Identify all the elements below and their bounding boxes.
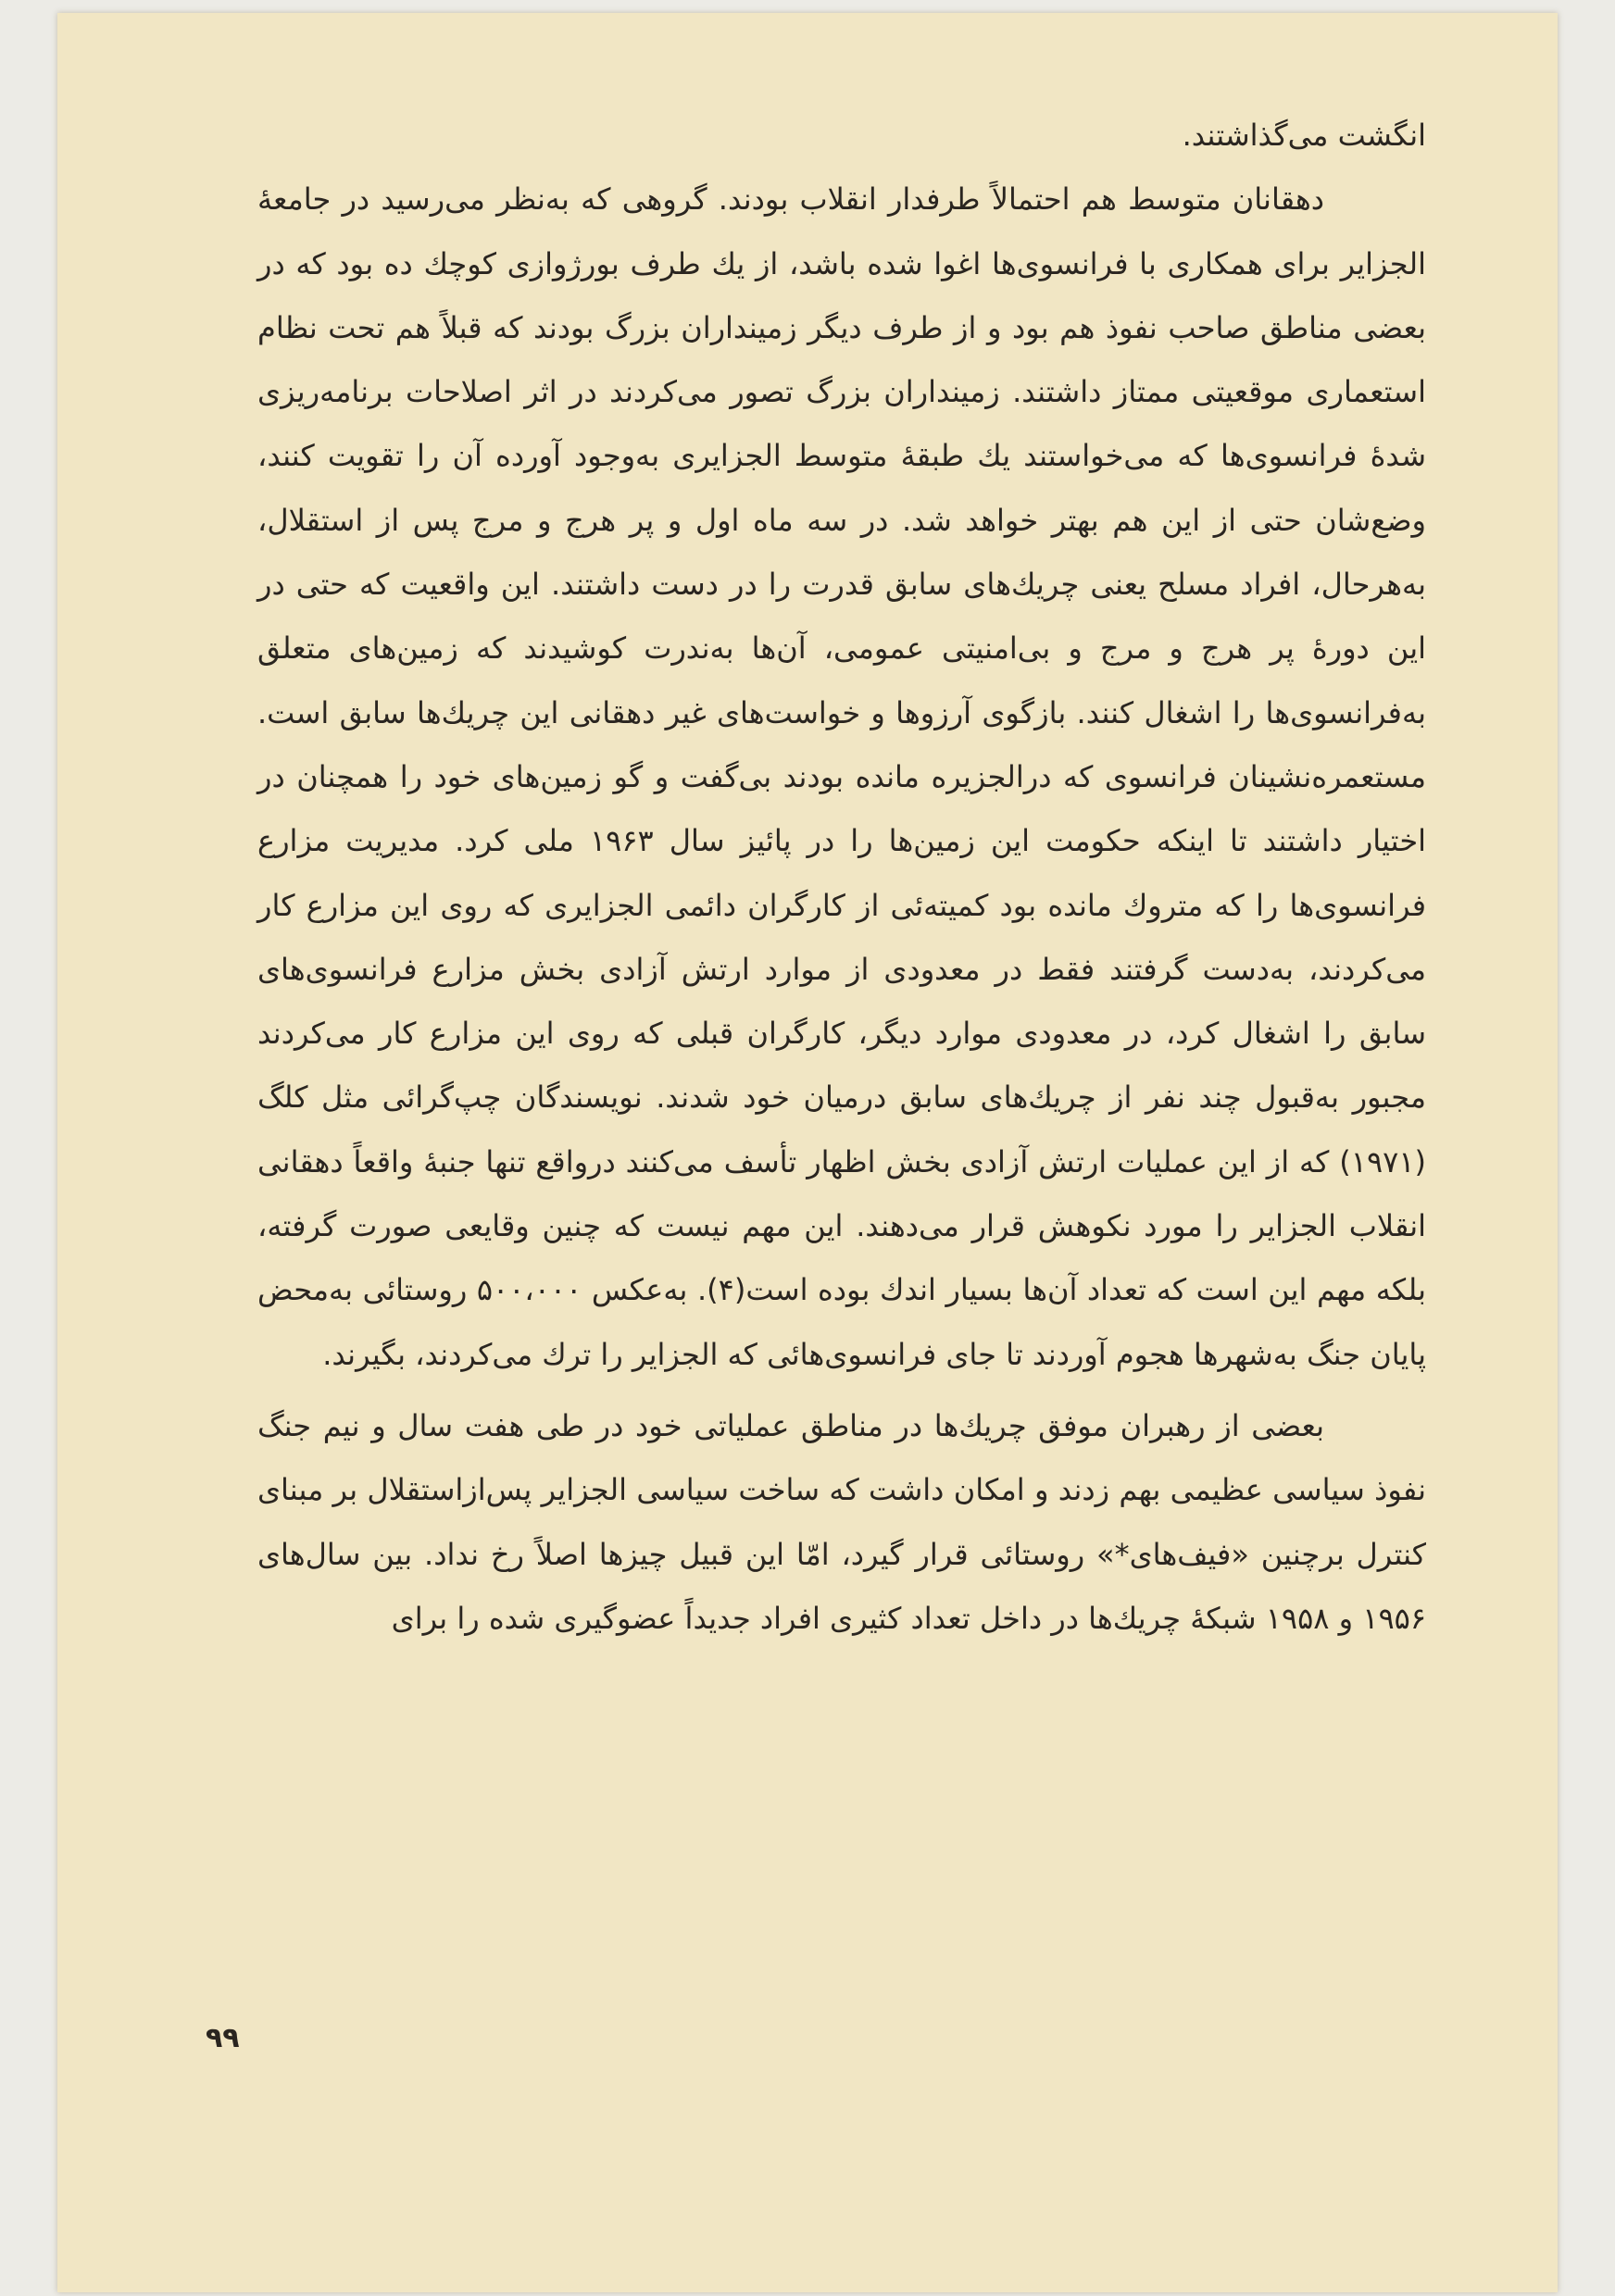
body-text bbox=[257, 104, 1426, 1651]
paragraph-middle-peasants: دهقانان متوسط هم احتمالاً طرفدار انقلاب بودند. گروهی که به‌نظر می‌رسید در جامعهٔ الجزایر برای همکاری با فرانسوی‌ها اغوا شده باشد، از یك طرف بورژوازی کوچك ده بود که در بعضی مناطق صاحب نفوذ هم بود و از طرف دیگر زمینداران بزرگ بودند که قبلاً هم تحت نظام استعماری موقعیتی ممتاز داشتند. زمینداران بزرگ تصور می‌کردند در اثر اصلاحات برنامه‌ریزی شدهٔ فرانسوی‌ها که می‌خواستند یك طبقهٔ متوسط الجزایری به‌وجود آورده آن را تقویت کنند، وضع‌شان حتی از این هم بهتر خواهد شد. در سه ماه اول و پر هرج و مرج پس از استقلال، به‌هرحال، افراد مسلح یعنی چریك‌های سابق قدرت را در دست داشتند. این واقعیت که حتی در این دورهٔ پر هرج و مرج و بی‌امنیتی عمومی، آن‌ها به‌ندرت کوشیدند که زمین‌های متعلق به‌فرانسوی‌ها را اشغال کنند. بازگوی آرزوها و خواست‌های غیر دهقانی این چریك‌ها سابق است. مستعمره‌نشینان فرانسوی که درالجزیره مانده بودند بی‌گفت و گو زمین‌های خود را همچنان در اختیار داشتند تا اینکه حکومت این زمین‌ها را در پائیز سال ۱۹۶۳ ملی کرد. مدیریت مزارع فرانسوی‌ها را که متروك مانده بود کمیته‌ئی از کارگران دائمی الجزایری که روی این مزارع کار می‌کردند، به‌دست گرفتند فقط در معدودی از موارد ارتش آزادی بخش مزارع فرانسوی‌های سابق را اشغال کرد، در معدودی موارد دیگر، کارگران قبلی که روی این مزارع کار می‌کردند مجبور به‌قبول چند نفر از چریك‌های سابق درمیان خود شدند. نویسندگان چپ‌گرائی مثل کلگ (۱۹۷۱) که از این عملیات ارتش آزادی بخش اظهار تأسف می‌کنند درواقع تنها جنبهٔ واقعاً دهقانی انقلاب الجزایر را مورد نکوهش قرار می‌دهند. این مهم نیست که چنین وقایعی صورت گرفته، بلکه مهم این است که تعداد آن‌ها بسیار اندك بوده است(۴). به‌عکس ۵۰۰،۰۰۰ روستائی به‌محض پایان جنگ به‌شهرها هجوم آوردند تا جای فرانسوی‌هائی که الجزایر را ترك می‌کردند، بگیرند. bbox=[257, 181, 1427, 1372]
page-number: ۹۹ bbox=[206, 2022, 240, 2054]
paragraph-guerrilla-leaders: بعضی از رهبران موفق چریك‌ها در مناطق عملیاتی خود در طی هفت سال و نیم جنگ نفوذ سیاسی عظیمی بهم زدند و امکان داشت که ساخت سیاسی الجزایر پس‌ازاستقلال بر مبنای کنترل برچنین «فیف‌های*» روستائی قرار گیرد، امّا این قبیل چیزها اصلاً رخ نداد. بین سال‌های ۱۹۵۶ و ۱۹۵۸ شبکهٔ چریك‌ها در داخل تعداد کثیری افراد جدیداً عضوگیری شده را برای bbox=[257, 1407, 1426, 1636]
paragraph-continuation: انگشت می‌گذاشتند. bbox=[1182, 118, 1426, 153]
book-page bbox=[57, 13, 1558, 2292]
